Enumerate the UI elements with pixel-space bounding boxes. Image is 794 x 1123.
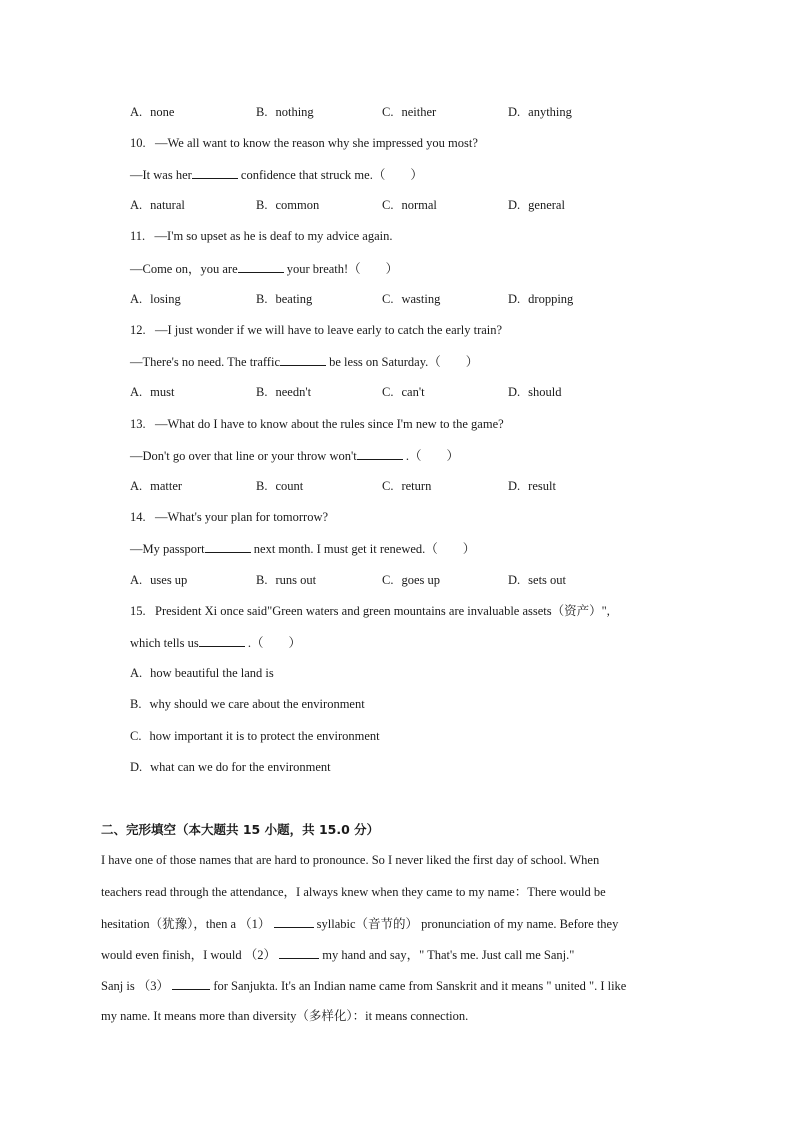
option-letter: D. [508, 292, 521, 306]
passage-text: my hand and say，" That's me. Just call me Sanj." [322, 948, 575, 962]
q10-option-b [256, 197, 319, 213]
option-text: sets out [528, 573, 567, 587]
option-letter: B. [256, 198, 268, 212]
option-text: nothing [275, 105, 314, 119]
answer-blank[interactable] [199, 634, 245, 647]
question-text: —What do I have to know about the rules since I'm new to the game? [155, 417, 504, 431]
q11-option-d [508, 291, 573, 307]
q12-option-b [256, 384, 311, 400]
option-letter: C. [382, 198, 394, 212]
option-text: common [275, 198, 320, 212]
option-letter: D. [508, 385, 521, 399]
q11-option-a [130, 291, 181, 307]
option-letter: D. [130, 760, 143, 774]
option-letter: C. [382, 292, 394, 306]
question-15-answer-line [130, 634, 301, 651]
answer-text-after: .（ ） [405, 449, 459, 463]
passage-line-1: I have one of those names that are hard to pronounce. So I never liked the first day of school. When [101, 853, 600, 867]
option-text: why should we care about the environment [149, 697, 365, 711]
question-text: —We all want to know the reason why she impressed you most? [155, 136, 478, 150]
passage-text: Sanj is （3） [101, 979, 170, 993]
answer-blank[interactable] [205, 540, 251, 553]
option-letter: B. [130, 697, 142, 711]
q15-option-d [130, 759, 331, 775]
question-10-answer-line [130, 166, 423, 183]
answer-text-before: —Don't go over that line or your throw won't [130, 449, 357, 463]
option-letter: A. [130, 479, 143, 493]
q9-option-a [130, 104, 174, 120]
answer-text-before: which tells us [130, 636, 199, 650]
option-letter: B. [256, 479, 268, 493]
option-text: beating [275, 292, 313, 306]
question-text: President Xi once said"Green waters and green mountains are invaluable assets（资产）", [155, 604, 610, 618]
question-number: 11. [130, 229, 146, 243]
option-text: matter [150, 479, 183, 493]
option-text: normal [401, 198, 437, 212]
option-letter: B. [256, 292, 268, 306]
question-number: 12. [130, 323, 146, 337]
option-letter: A. [130, 666, 143, 680]
passage-text: for Sanjukta. It's an Indian name came from Sanskrit and it means " united ". I like [213, 979, 627, 993]
section-heading: 二、完形填空（本大题共 15 小题，共 15.0 分） [101, 822, 380, 837]
question-number: 10. [130, 136, 146, 150]
answer-text-after: confidence that struck me.（ ） [240, 168, 423, 182]
question-13-stem [130, 416, 504, 432]
option-text: wasting [401, 292, 441, 306]
answer-blank[interactable] [280, 353, 326, 366]
option-letter: C. [382, 385, 394, 399]
option-text: how important it is to protect the environment [149, 729, 380, 743]
q9-option-c [382, 104, 436, 120]
option-letter: C. [130, 729, 142, 743]
option-text: natural [150, 198, 185, 212]
q9-option-b [256, 104, 314, 120]
question-number: 14. [130, 510, 146, 524]
q15-option-c [130, 728, 380, 744]
passage-line-3 [101, 915, 618, 932]
cloze-blank-3[interactable] [172, 977, 210, 990]
cloze-blank-2[interactable] [279, 946, 319, 959]
answer-text-before: —My passport [130, 542, 205, 556]
option-text: losing [150, 292, 181, 306]
question-number: 13. [130, 417, 146, 431]
option-text: what can we do for the environment [150, 760, 331, 774]
option-letter: D. [508, 479, 521, 493]
q13-option-b [256, 478, 303, 494]
option-text: return [401, 479, 432, 493]
q12-option-c [382, 384, 425, 400]
q13-option-d [508, 478, 556, 494]
answer-blank[interactable] [238, 260, 284, 273]
option-text: must [150, 385, 175, 399]
question-11-answer-line [130, 260, 398, 277]
q11-option-c [382, 291, 440, 307]
option-text: result [528, 479, 556, 493]
q14-option-a [130, 572, 187, 588]
answer-text-after: be less on Saturday.（ ） [329, 355, 479, 369]
option-letter: A. [130, 105, 143, 119]
option-text: neither [401, 105, 437, 119]
option-letter: C. [382, 479, 394, 493]
answer-text-after: next month. I must get it renewed.（ ） [253, 542, 476, 556]
option-text: can't [401, 385, 425, 399]
question-12-stem [130, 322, 502, 338]
q13-option-c [382, 478, 431, 494]
option-text: anything [528, 105, 572, 119]
question-text: —I'm so upset as he is deaf to my advice again. [154, 229, 393, 243]
option-letter: D. [508, 105, 521, 119]
passage-line-2: teachers read through the attendance，I always knew when they came to my name：There would be [101, 885, 606, 899]
q12-option-a [130, 384, 174, 400]
q10-option-d [508, 197, 565, 213]
q14-option-d [508, 572, 566, 588]
option-letter: A. [130, 198, 143, 212]
answer-text-after: .（ ） [247, 636, 302, 650]
q14-option-b [256, 572, 316, 588]
question-14-answer-line [130, 540, 475, 557]
answer-blank[interactable] [192, 166, 238, 179]
cloze-blank-1[interactable] [274, 915, 314, 928]
option-text: how beautiful the land is [150, 666, 274, 680]
option-text: uses up [150, 573, 188, 587]
q11-option-b [256, 291, 312, 307]
answer-blank[interactable] [357, 447, 403, 460]
passage-line-6: my name. It means more than diversity（多样化）：it means connection. [101, 1009, 469, 1023]
question-text: —I just wonder if we will have to leave early to catch the early train? [155, 323, 503, 337]
passage-line-5 [101, 977, 626, 994]
option-text: needn't [275, 385, 312, 399]
option-letter: B. [256, 385, 268, 399]
q9-option-d [508, 104, 572, 120]
question-10-stem [130, 135, 478, 151]
option-letter: B. [256, 573, 268, 587]
q15-option-a [130, 665, 274, 681]
option-text: should [528, 385, 562, 399]
q10-option-c [382, 197, 437, 213]
option-text: runs out [275, 573, 317, 587]
passage-text: syllabic（音节的） pronunciation of my name. Before they [316, 917, 619, 931]
option-letter: A. [130, 385, 143, 399]
answer-text-before: —It was her [130, 168, 192, 182]
answer-text-before: —There's no need. The traffic [130, 355, 280, 369]
question-15-stem [130, 603, 610, 619]
option-letter: D. [508, 573, 521, 587]
question-13-answer-line [130, 447, 459, 464]
q12-option-d [508, 384, 562, 400]
option-text: count [275, 479, 304, 493]
question-12-answer-line [130, 353, 478, 370]
passage-text: hesitation（犹豫），then a （1） [101, 917, 271, 931]
q14-option-c [382, 572, 440, 588]
answer-text-before: —Come on，you are [130, 262, 238, 276]
question-number: 15. [130, 604, 146, 618]
question-11-stem [130, 228, 393, 244]
q10-option-a [130, 197, 185, 213]
passage-line-4 [101, 946, 574, 963]
option-letter: C. [382, 105, 394, 119]
option-letter: A. [130, 292, 143, 306]
option-text: general [528, 198, 565, 212]
option-letter: A. [130, 573, 143, 587]
option-text: dropping [528, 292, 574, 306]
q15-option-b [130, 696, 365, 712]
option-letter: B. [256, 105, 268, 119]
option-text: goes up [401, 573, 441, 587]
option-letter: D. [508, 198, 521, 212]
answer-text-after: your breath!（ ） [286, 262, 399, 276]
option-text: none [150, 105, 175, 119]
q13-option-a [130, 478, 182, 494]
option-letter: C. [382, 573, 394, 587]
passage-text: would even finish，I would （2） [101, 948, 276, 962]
question-text: —What's your plan for tomorrow? [155, 510, 329, 524]
question-14-stem [130, 509, 328, 525]
